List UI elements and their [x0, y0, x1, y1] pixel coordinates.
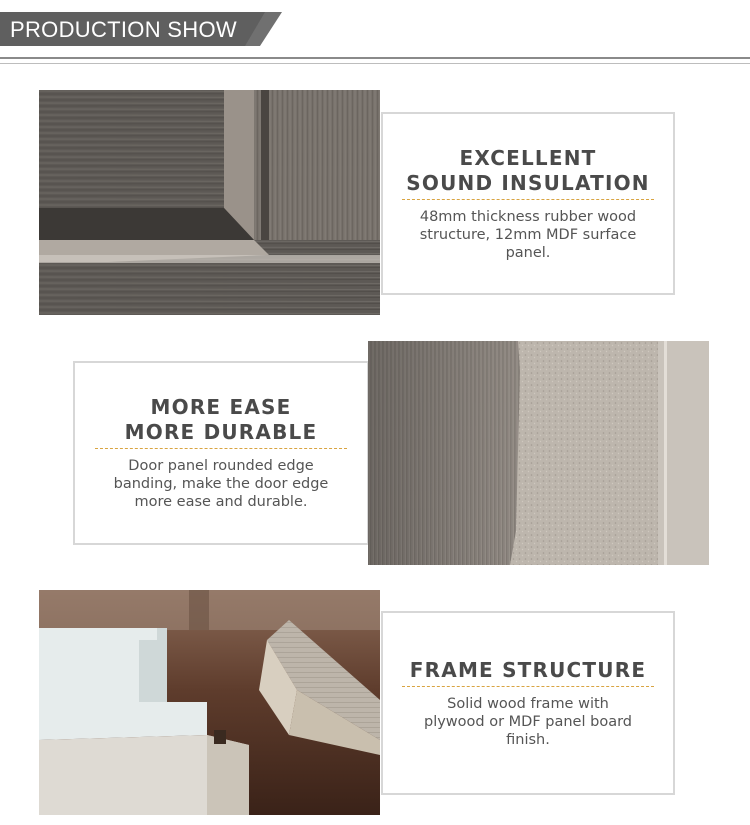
frame-structure-photo: [39, 590, 380, 815]
section-header: [0, 12, 750, 62]
feature-description-line: banding, make the door edge: [113, 476, 329, 492]
dashed-divider: [402, 686, 654, 687]
feature-title-line: MORE EASE: [150, 395, 292, 419]
dashed-divider: [402, 199, 654, 200]
feature-title-line: FRAME STRUCTURE: [409, 657, 647, 682]
door-panel-grain-photo: [39, 90, 380, 315]
edge-banding-photo: [368, 341, 709, 565]
feature-description-line: Door panel rounded edge: [128, 458, 314, 474]
feature-description-line: Solid wood frame with: [447, 695, 609, 712]
header-rule: [0, 57, 750, 59]
feature-card-frame-structure: [381, 611, 675, 795]
header-rule-thin: [0, 63, 750, 64]
section-title: PRODUCTION SHOW: [10, 17, 237, 42]
feature-card-more-durable: [73, 361, 369, 545]
feature-card-sound-insulation: [381, 112, 675, 295]
feature-description-line: plywood or MDF panel board: [423, 713, 632, 730]
feature-description-line: panel.: [505, 244, 551, 261]
dashed-divider: [95, 448, 347, 449]
feature-description-line: finish.: [506, 731, 550, 748]
feature-description-line: 48mm thickness rubber wood: [419, 208, 637, 225]
feature-title-line: EXCELLENT: [459, 145, 597, 170]
feature-description-line: structure, 12mm MDF surface: [419, 226, 637, 243]
feature-title-line: SOUND INSULATION: [406, 170, 650, 195]
feature-description-line: more ease and durable.: [134, 494, 308, 510]
feature-title-line: MORE DURABLE: [124, 420, 318, 444]
